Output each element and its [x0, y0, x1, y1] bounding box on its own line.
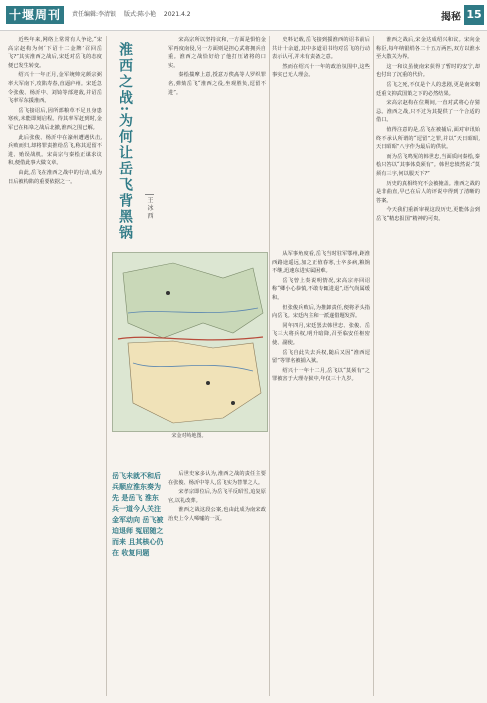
paragraph: 从军事角度看,岳飞当时驻军鄂州,距淮西路途遥远,加之正值春寒,士卒多病,粮饷不继,迅速东进实属困难。 [272, 251, 370, 275]
paragraph: 由此,岳飞在淮西之战中的行动,成为日后被构陷的重要依据之一。 [8, 169, 102, 185]
paragraph: 而为岳飞鸣冤的韩世忠,当面质问秦桧,秦桧只答以“其事体莫须有”。韩世忠愤然说:“莫须有三字,何以服天下?” [376, 153, 480, 177]
paragraph: 史料记载,岳飞接到援淮西的诏书前后共计十余道,其中多道诏书均对岳飞的行动表示认可,并未有责备之意。 [272, 37, 370, 61]
layout-credit: 版式:陈小艳 [123, 11, 156, 18]
paragraph: 历史的真相终究不会被掩盖。淮西之战的是非曲直,早已在后人的评说中得到了清晰的答案。 [376, 180, 480, 204]
paragraph: 宋高宗赵构在位期间,一直对武将心存猜忌。淮西之战,只不过为其提供了一个合适的借口。 [376, 100, 480, 124]
paragraph: 然而在绍兴十一年的政治氛围中,这些事实已无人理会。 [272, 63, 370, 79]
paragraph: 岳飞接诏后,因所部粮草不足且身患寒疾,未能即刻启程。待其率军赶到时,金军已在柘皋之战后北撤,淮西之围已解。 [8, 107, 102, 131]
paragraph: 此后张俊、杨沂中在濠州遭遇伏击,兵败而归,却将罪责推给岳飞,称其逗留不进、贻误战机。宋高宗与秦桧正谋求议和,便借此事大做文章。 [8, 134, 102, 167]
article-author: 王 冰 西 [145, 194, 154, 219]
column-divider [269, 36, 270, 696]
paragraph: 这一和议虽使南宋获得了暂时的安宁,却也付出了沉重的代价。 [376, 63, 480, 79]
section-label: 揭秘 [441, 12, 461, 23]
paragraph: 后世史家多认为,淮西之战的责任主要在张俊、杨沂中等人,岳飞实为替罪之人。 [168, 471, 266, 486]
paragraph: 岳飞自此失去兵权,随后又因“淮西逗留”等罪名被捕入狱。 [272, 349, 370, 365]
paragraph: 淮西之战后,宋金达成绍兴和议。宋向金称臣,每年纳银绢各二十五万两匹,双方以淮水至大散关为界。 [376, 37, 480, 61]
paragraph: 淮西之战这段公案,也由此成为南宋政治史上令人唏嘘的一页。 [168, 507, 266, 522]
song-jin-map [112, 252, 268, 432]
article-column-right [376, 36, 480, 696]
article-title: 淮西之战:为何让岳飞背黑锅 [117, 42, 133, 242]
masthead-logo: 十堰周刊 [6, 6, 64, 24]
paragraph: 绍兴十一年正月,金军统帅完颜宗弼率大军南下,攻陷寿春,直逼庐州。宋廷急令张俊、杨沂中、刘锜等部迎敌,并诏岳飞率军东援淮西。 [8, 72, 102, 105]
paragraph: 岳飞之死,不仅是个人的悲剧,更是南宋朝廷重文抑武国策之下的必然结果。 [376, 81, 480, 97]
paragraph: 但张俊兵败后,为推卸责任,便将矛头指向岳飞。宋廷内主和一派遂借题发挥。 [272, 304, 370, 320]
editor-credit: 责任编辑:李清银 [72, 11, 117, 18]
article-column-b2 [168, 470, 266, 695]
page-number: 15 [464, 5, 484, 25]
paragraph: 秦桧揣摩上意,授意万俟卨等人罗织罪名,弹劾岳飞“淮西之役,坐观胜负,逗留不进”。 [168, 72, 266, 96]
page-header [0, 0, 487, 31]
map-caption: 宋金对峙地图。 [171, 433, 207, 439]
article-column-b [168, 36, 266, 246]
paragraph: 值得注意的是,岳飞在被捕后,面对审讯始终不承认所谓的“逗留”之罪,并以“天日昭昭,天日昭昭”八字作为最后的供状。 [376, 126, 480, 151]
paragraph: 宋孝宗即位后,为岳飞平反昭雪,追复原官,以礼改葬。 [168, 489, 266, 504]
column-divider [373, 36, 374, 696]
map-graphic [113, 253, 267, 431]
paragraph: 岳飞曾上奏说明情况,宋高宗亦回诏称“卿小心恭慎,不敢专辄进退”,语气尚属缓和。 [272, 277, 370, 301]
pull-quote: 岳飞未就不和后兵顺应淮东奏为先 是岳飞 淮东 兵一道今人关注金军动向 岳飞被迫退师 冤屈随之而来 且其核心仍在 收复问题 [112, 471, 164, 557]
issue-date: 2021.4.2 [163, 11, 191, 18]
paragraph: 今天我们重新审视这段历史,更能体会到岳飞“精忠报国”精神的可贵。 [376, 207, 480, 222]
paragraph: 宋高宗所以坚持议和,一方面是惧怕金军再度南侵,另一方面则是担心武将拥兵自重。淮西之战恰好给了他打压诸将的口实。 [168, 37, 266, 69]
header-meta [72, 9, 197, 18]
article-column-left [8, 36, 102, 696]
paragraph: 近些年来,网络上常常有人争论,“宋高宗赵构为何‘下诏十二金牌’召回岳飞?”其实淮西之战后,宋廷对岳飞的态度便已发生转变。 [8, 37, 102, 69]
article-column-c [272, 36, 370, 246]
column-divider [106, 36, 107, 696]
paragraph: 同年四月,宋廷罢去韩世忠、张俊、岳飞三大将兵权,明升暗降,召至临安任枢密使、副使。 [272, 322, 370, 346]
article-column-c2 [272, 250, 370, 695]
paragraph: 绍兴十一年十二月,岳飞以“莫须有”之罪被害于大理寺狱中,年仅三十九岁。 [272, 367, 370, 383]
